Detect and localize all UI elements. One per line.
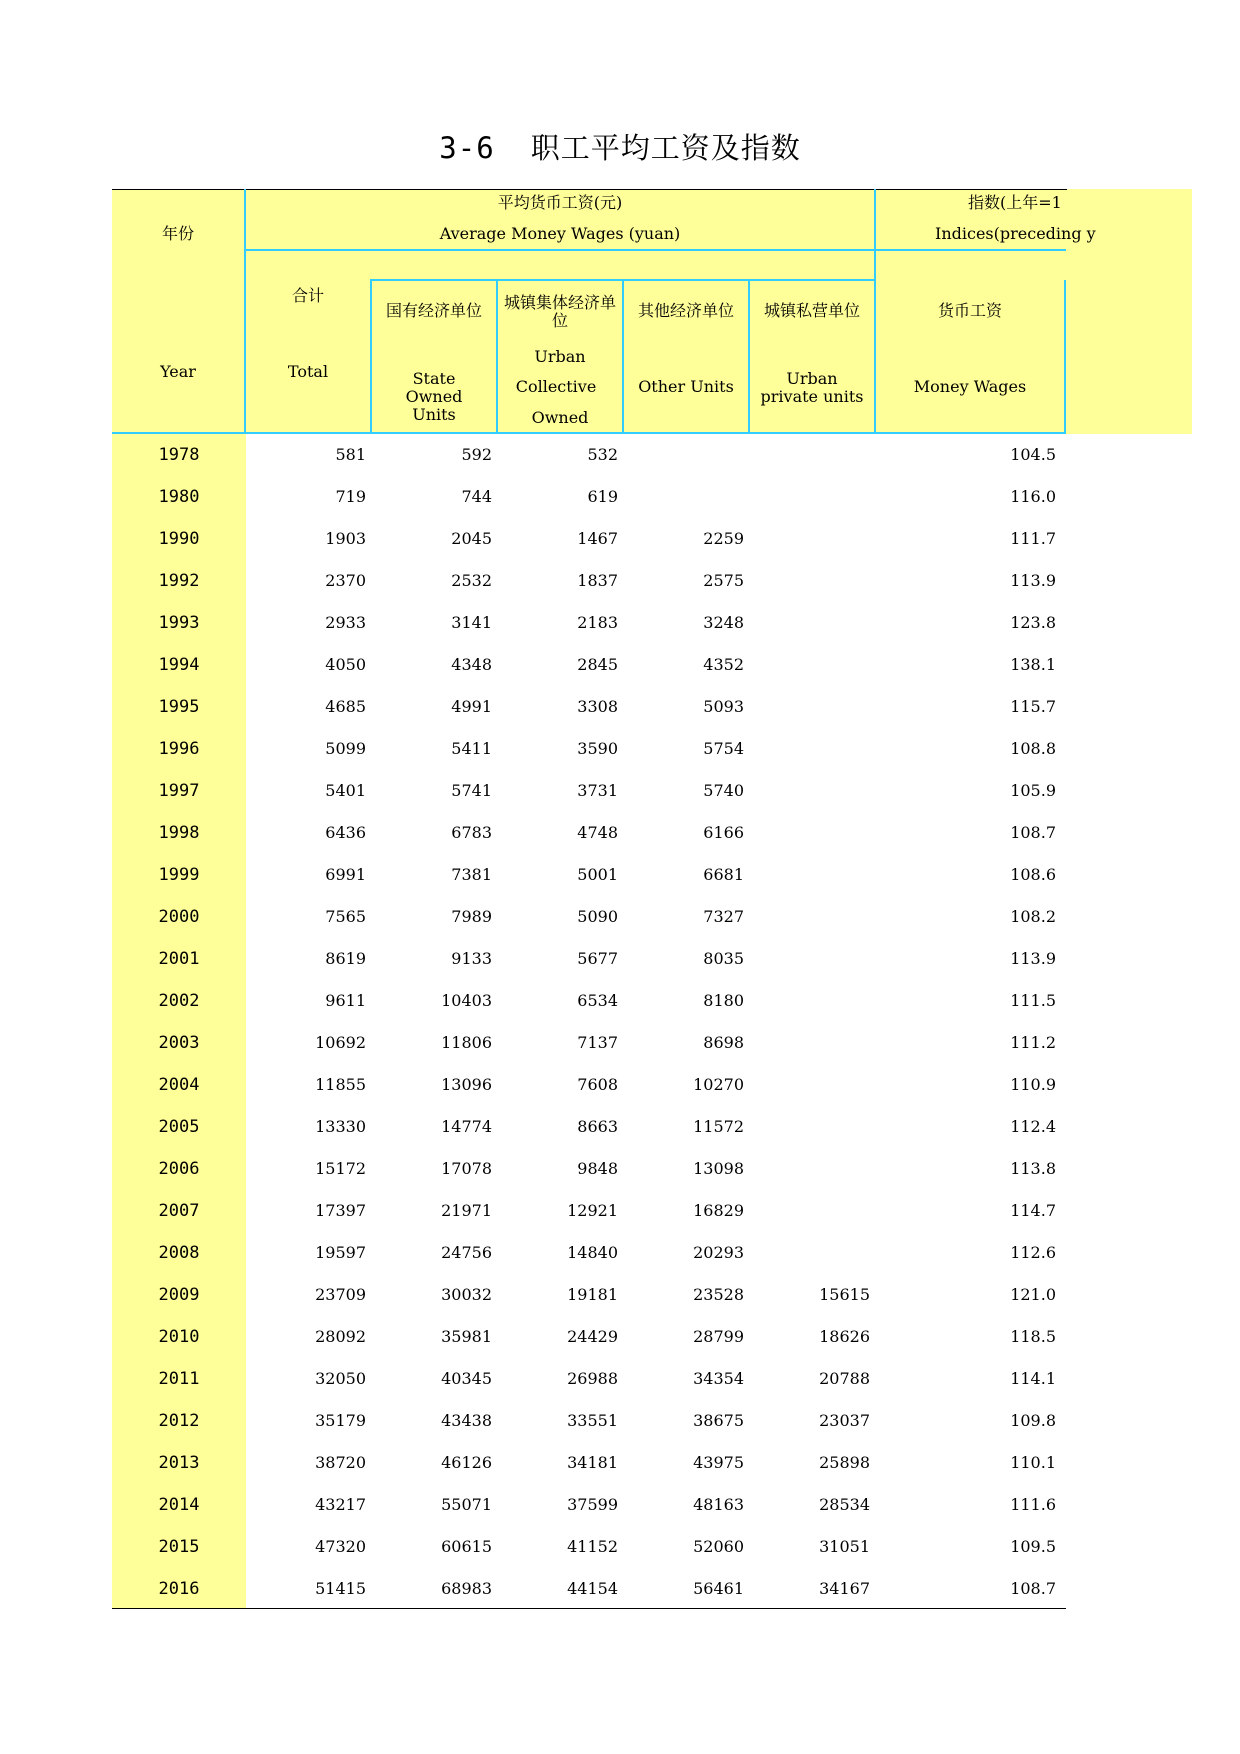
cell-year: 1999: [158, 865, 200, 885]
cell-state: 35981: [441, 1327, 492, 1346]
cell-year: 2000: [158, 907, 200, 927]
cell-state: 21971: [441, 1201, 492, 1220]
header-avg-group-en: Average Money Wages (yuan): [439, 224, 681, 243]
cell-private: [750, 770, 870, 812]
cell-total: 28092: [315, 1327, 366, 1346]
cell-collective: 14840: [567, 1243, 618, 1262]
table-row: [0, 728, 1240, 770]
cell-private: 18626: [819, 1327, 870, 1346]
cell-collective: 9848: [577, 1159, 618, 1178]
cell-state: 11806: [441, 1033, 492, 1052]
cell-state: 5741: [451, 781, 492, 800]
cell-private: [750, 476, 870, 518]
table-title: 职工平均工资及指数: [530, 131, 801, 165]
table-row: [0, 1106, 1240, 1148]
table-row: [0, 1442, 1240, 1484]
cell-collective: 7608: [577, 1075, 618, 1094]
cell-year: 1992: [158, 571, 200, 591]
cell-total: 581: [335, 445, 366, 464]
cell-state: 14774: [441, 1117, 492, 1136]
cell-total: 6436: [325, 823, 366, 842]
cell-year: 1998: [158, 823, 200, 843]
table-row: [0, 476, 1240, 518]
cell-other: [624, 476, 744, 518]
cell-year: 1993: [158, 613, 200, 633]
cell-state: 2045: [451, 529, 492, 548]
cell-private: [750, 686, 870, 728]
cell-collective: 3590: [577, 739, 618, 758]
cell-other: 8035: [703, 949, 744, 968]
cell-state: 4348: [451, 655, 492, 674]
cell-total: 51415: [315, 1579, 366, 1598]
header-state-en: State Owned Units: [405, 369, 463, 424]
cell-collective: 1467: [577, 529, 618, 548]
cell-index: 113.9: [1010, 949, 1056, 968]
cell-total: 4685: [325, 697, 366, 716]
table-row: [0, 854, 1240, 896]
cell-state: 4991: [451, 697, 492, 716]
cell-year: 2007: [158, 1201, 200, 1221]
cell-private: [750, 812, 870, 854]
header-state-zh: 国有经济单位: [385, 301, 482, 320]
cell-collective: 4748: [577, 823, 618, 842]
table-row: [0, 1274, 1240, 1316]
cell-year: 2002: [158, 991, 200, 1011]
header-index-group-en: Indices(preceding y: [935, 224, 1096, 243]
table-row: [0, 980, 1240, 1022]
cell-index: 111.7: [1010, 529, 1056, 548]
cell-index: 108.2: [1010, 907, 1056, 926]
cell-private: [750, 518, 870, 560]
cell-total: 9611: [325, 991, 366, 1010]
cell-collective: 2183: [577, 613, 618, 632]
cell-total: 10692: [315, 1033, 366, 1052]
cell-state: 6783: [451, 823, 492, 842]
table-row: [0, 1190, 1240, 1232]
bottom-rule: [112, 1608, 1066, 1609]
cell-collective: 34181: [567, 1453, 618, 1472]
cell-year: 1997: [158, 781, 200, 801]
cell-year: 2012: [158, 1411, 200, 1431]
cell-year: 2014: [158, 1495, 200, 1515]
cell-private: [750, 434, 870, 476]
cell-other: 8180: [703, 991, 744, 1010]
cell-collective: 26988: [567, 1369, 618, 1388]
cell-other: [624, 434, 744, 476]
cell-state: 55071: [441, 1495, 492, 1514]
table-row: [0, 686, 1240, 728]
cell-collective: 33551: [567, 1411, 618, 1430]
cell-total: 719: [335, 487, 366, 506]
header-collective-en-1: Urban: [534, 347, 586, 366]
cell-year: 1994: [158, 655, 200, 675]
cell-private: [750, 1190, 870, 1232]
header-avg-group-zh: 平均货币工资(元): [497, 193, 623, 212]
header-year-en: Year: [160, 362, 196, 381]
cell-collective: 44154: [567, 1579, 618, 1598]
cell-other: 16829: [693, 1201, 744, 1220]
cell-state: 744: [461, 487, 492, 506]
cell-index: 105.9: [1010, 781, 1056, 800]
cell-total: 4050: [325, 655, 366, 674]
table-row: [0, 1316, 1240, 1358]
table-row: [0, 1358, 1240, 1400]
table-row: [0, 518, 1240, 560]
cell-other: 13098: [693, 1159, 744, 1178]
cell-state: 68983: [441, 1579, 492, 1598]
cell-collective: 5677: [577, 949, 618, 968]
cell-private: 25898: [819, 1453, 870, 1472]
table-row: [0, 812, 1240, 854]
cell-private: [750, 1064, 870, 1106]
cell-other: 5740: [703, 781, 744, 800]
cell-state: 592: [461, 445, 492, 464]
cell-total: 11855: [315, 1075, 366, 1094]
header-grid-line: [1064, 280, 1066, 434]
cell-private: 34167: [819, 1579, 870, 1598]
cell-year: 1978: [158, 445, 200, 465]
cell-index: 111.5: [1010, 991, 1056, 1010]
cell-other: 11572: [693, 1117, 744, 1136]
header-total-zh: 合计: [291, 286, 324, 305]
cell-private: 23037: [819, 1411, 870, 1430]
cell-state: 17078: [441, 1159, 492, 1178]
table-row: [0, 1400, 1240, 1442]
cell-private: [750, 896, 870, 938]
cell-collective: 7137: [577, 1033, 618, 1052]
table-row: [0, 1022, 1240, 1064]
header-index-group-zh: 指数(上年=1: [968, 193, 1062, 212]
cell-collective: 8663: [577, 1117, 618, 1136]
cell-year: 1990: [158, 529, 200, 549]
cell-year: 2013: [158, 1453, 200, 1473]
cell-private: 28534: [819, 1495, 870, 1514]
cell-private: [750, 560, 870, 602]
cell-index: 114.7: [1010, 1201, 1056, 1220]
cell-total: 15172: [315, 1159, 366, 1178]
cell-other: 28799: [693, 1327, 744, 1346]
cell-total: 5401: [325, 781, 366, 800]
cell-state: 5411: [451, 739, 492, 758]
cell-total: 8619: [325, 949, 366, 968]
cell-other: 6166: [703, 823, 744, 842]
cell-state: 24756: [441, 1243, 492, 1262]
table-row: [0, 896, 1240, 938]
cell-other: 5754: [703, 739, 744, 758]
cell-total: 1903: [325, 529, 366, 548]
cell-total: 43217: [315, 1495, 366, 1514]
cell-other: 2575: [703, 571, 744, 590]
cell-total: 35179: [315, 1411, 366, 1430]
cell-other: 6681: [703, 865, 744, 884]
cell-other: 20293: [693, 1243, 744, 1262]
cell-other: 5093: [703, 697, 744, 716]
cell-index: 113.8: [1010, 1159, 1056, 1178]
header-money-zh: 货币工资: [937, 301, 1002, 320]
cell-private: [750, 1232, 870, 1274]
cell-collective: 37599: [567, 1495, 618, 1514]
cell-index: 110.9: [1010, 1075, 1056, 1094]
cell-other: 34354: [693, 1369, 744, 1388]
cell-collective: 532: [587, 445, 618, 464]
cell-other: 3248: [703, 613, 744, 632]
cell-collective: 5090: [577, 907, 618, 926]
cell-total: 38720: [315, 1453, 366, 1472]
table-number: 3-6: [439, 131, 495, 165]
cell-collective: 3308: [577, 697, 618, 716]
cell-year: 1995: [158, 697, 200, 717]
cell-index: 111.6: [1010, 1495, 1056, 1514]
cell-other: 10270: [693, 1075, 744, 1094]
cell-year: 2004: [158, 1075, 200, 1095]
cell-year: 2016: [158, 1579, 200, 1599]
cell-private: [750, 728, 870, 770]
cell-collective: 19181: [567, 1285, 618, 1304]
cell-index: 121.0: [1010, 1285, 1056, 1304]
cell-index: 111.2: [1010, 1033, 1056, 1052]
cell-total: 7565: [325, 907, 366, 926]
table-row: [0, 434, 1240, 476]
table-row: [0, 1148, 1240, 1190]
cell-total: 32050: [315, 1369, 366, 1388]
cell-index: 108.8: [1010, 739, 1056, 758]
cell-index: 110.1: [1010, 1453, 1056, 1472]
cell-year: 2003: [158, 1033, 200, 1053]
cell-collective: 3731: [577, 781, 618, 800]
cell-private: [750, 854, 870, 896]
table-row: [0, 1568, 1240, 1610]
cell-collective: 619: [587, 487, 618, 506]
header-private-zh: 城镇私营单位: [763, 301, 860, 320]
cell-year: 2010: [158, 1327, 200, 1347]
cell-private: [750, 980, 870, 1022]
cell-year: 2009: [158, 1285, 200, 1305]
cell-other: 48163: [693, 1495, 744, 1514]
cell-state: 9133: [451, 949, 492, 968]
cell-index: 109.5: [1010, 1537, 1056, 1556]
header-other-zh: 其他经济单位: [637, 301, 734, 320]
cell-collective: 12921: [567, 1201, 618, 1220]
table-row: [0, 938, 1240, 980]
header-year-zh: 年份: [161, 224, 194, 243]
cell-total: 2933: [325, 613, 366, 632]
cell-total: 6991: [325, 865, 366, 884]
header-grid-line: [244, 249, 1066, 251]
cell-state: 60615: [441, 1537, 492, 1556]
cell-index: 104.5: [1010, 445, 1056, 464]
cell-year: 2015: [158, 1537, 200, 1557]
cell-state: 40345: [441, 1369, 492, 1388]
cell-total: 17397: [315, 1201, 366, 1220]
cell-state: 46126: [441, 1453, 492, 1472]
cell-private: [750, 1022, 870, 1064]
cell-year: 1980: [158, 487, 200, 507]
header-total-en: Total: [287, 362, 329, 381]
cell-state: 30032: [441, 1285, 492, 1304]
cell-private: [750, 602, 870, 644]
cell-index: 118.5: [1010, 1327, 1056, 1346]
table-row: [0, 1526, 1240, 1568]
cell-index: 108.7: [1010, 1579, 1056, 1598]
cell-collective: 24429: [567, 1327, 618, 1346]
cell-state: 10403: [441, 991, 492, 1010]
header-collective-en-2: Collective: [515, 377, 597, 396]
cell-year: 2005: [158, 1117, 200, 1137]
cell-collective: 5001: [577, 865, 618, 884]
cell-private: [750, 644, 870, 686]
cell-index: 109.8: [1010, 1411, 1056, 1430]
cell-year: 2001: [158, 949, 200, 969]
cell-other: 4352: [703, 655, 744, 674]
cell-other: 43975: [693, 1453, 744, 1472]
cell-year: 1996: [158, 739, 200, 759]
cell-private: 31051: [819, 1537, 870, 1556]
cell-total: 13330: [315, 1117, 366, 1136]
cell-state: 2532: [451, 571, 492, 590]
cell-year: 2008: [158, 1243, 200, 1263]
cell-other: 7327: [703, 907, 744, 926]
cell-index: 113.9: [1010, 571, 1056, 590]
cell-private: [750, 1148, 870, 1190]
cell-index: 114.1: [1010, 1369, 1056, 1388]
page-title: [0, 126, 1240, 167]
cell-index: 115.7: [1010, 697, 1056, 716]
cell-private: [750, 938, 870, 980]
cell-state: 3141: [451, 613, 492, 632]
cell-collective: 6534: [577, 991, 618, 1010]
cell-total: 19597: [315, 1243, 366, 1262]
cell-year: 2006: [158, 1159, 200, 1179]
cell-collective: 41152: [567, 1537, 618, 1556]
cell-year: 2011: [158, 1369, 200, 1389]
cell-total: 5099: [325, 739, 366, 758]
header-private-en: Urban private units: [760, 369, 864, 406]
table-row: [0, 1232, 1240, 1274]
header-money-en: Money Wages: [913, 377, 1027, 396]
cell-index: 123.8: [1010, 613, 1056, 632]
cell-other: 56461: [693, 1579, 744, 1598]
cell-index: 112.6: [1010, 1243, 1056, 1262]
cell-other: 38675: [693, 1411, 744, 1430]
table-row: [0, 1064, 1240, 1106]
cell-other: 52060: [693, 1537, 744, 1556]
cell-total: 2370: [325, 571, 366, 590]
table-row: [0, 602, 1240, 644]
cell-other: 8698: [703, 1033, 744, 1052]
cell-private: [750, 1106, 870, 1148]
cell-total: 23709: [315, 1285, 366, 1304]
header-collective-en-3: Owned: [531, 408, 589, 427]
cell-state: 7381: [451, 865, 492, 884]
cell-state: 43438: [441, 1411, 492, 1430]
cell-private: 20788: [819, 1369, 870, 1388]
cell-collective: 2845: [577, 655, 618, 674]
cell-index: 108.6: [1010, 865, 1056, 884]
cell-index: 112.4: [1010, 1117, 1056, 1136]
top-rule: [112, 189, 1067, 190]
cell-total: 47320: [315, 1537, 366, 1556]
cell-state: 13096: [441, 1075, 492, 1094]
table-row: [0, 1484, 1240, 1526]
cell-state: 7989: [451, 907, 492, 926]
cell-index: 116.0: [1010, 487, 1056, 506]
cell-other: 23528: [693, 1285, 744, 1304]
cell-private: 15615: [819, 1285, 870, 1304]
cell-index: 108.7: [1010, 823, 1056, 842]
cell-other: 2259: [703, 529, 744, 548]
table-row: [0, 644, 1240, 686]
table-row: [0, 770, 1240, 812]
table-row: [0, 560, 1240, 602]
header-collective-zh: 城镇集体经济单位: [503, 293, 616, 330]
header-other-en: Other Units: [638, 377, 734, 396]
cell-index: 138.1: [1010, 655, 1056, 674]
cell-collective: 1837: [577, 571, 618, 590]
